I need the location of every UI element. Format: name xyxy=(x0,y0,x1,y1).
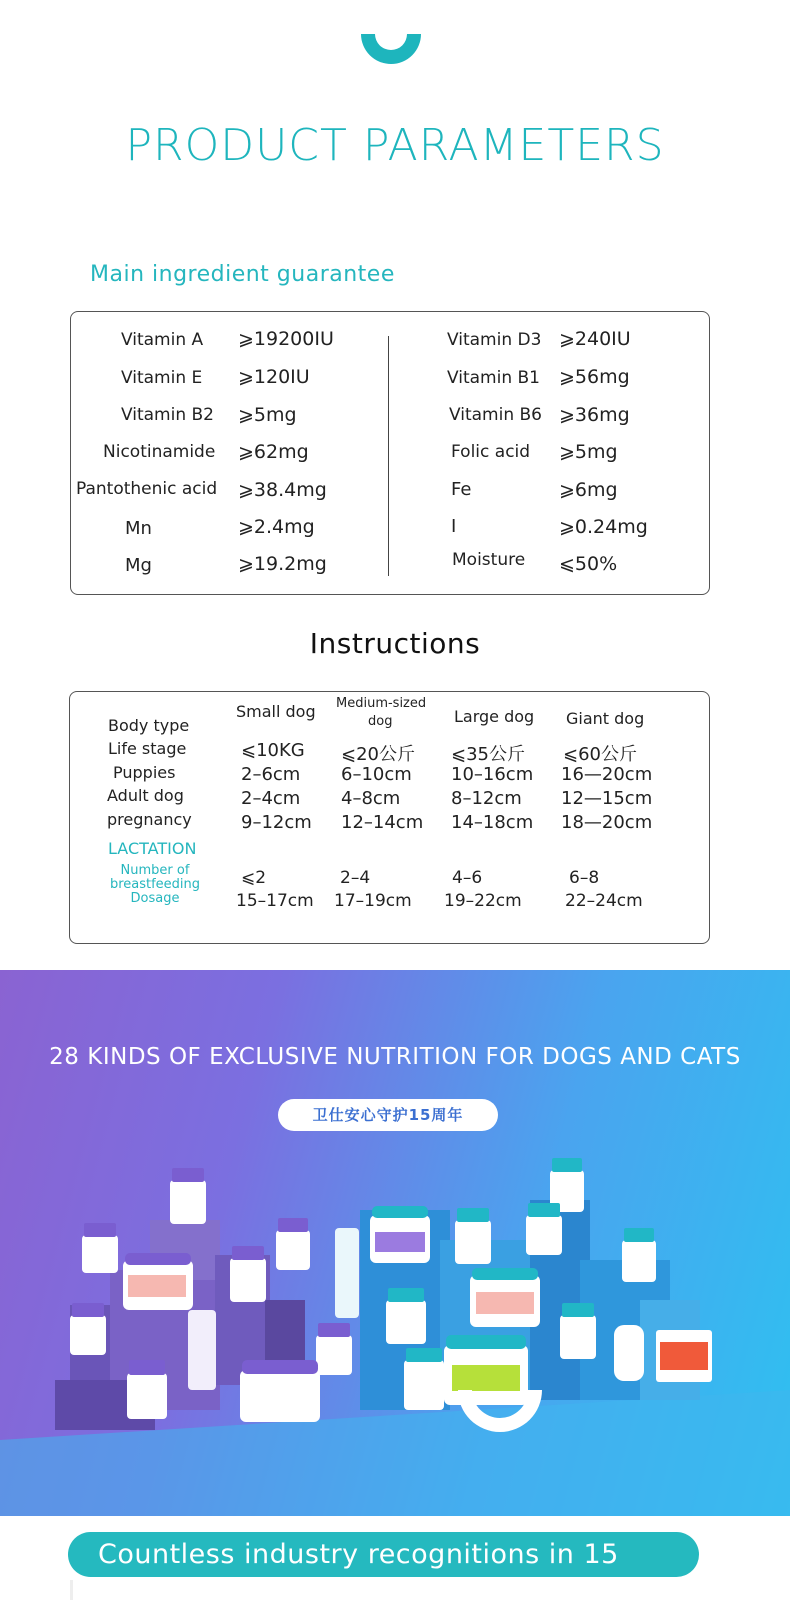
table-cell: 2–6cm xyxy=(241,764,301,785)
table-cell: 16—20cm xyxy=(561,764,653,785)
table-cell: 8–12cm xyxy=(451,788,522,809)
table-cell: 2–4cm xyxy=(241,788,301,809)
ingredient-name: Mg xyxy=(125,555,152,576)
ingredient-name: Vitamin B1 xyxy=(447,368,541,388)
ingredient-name: Fe xyxy=(451,479,472,500)
table-cell: 2–4 xyxy=(340,868,371,888)
ingredient-value: ⩾36mg xyxy=(559,404,630,426)
table-cell: ⩽2 xyxy=(241,868,267,888)
table-cell: 9–12cm xyxy=(241,812,312,833)
ingredient-value: ⩾19200IU xyxy=(238,328,334,350)
label-line: breastfeeding xyxy=(109,877,201,892)
ingredient-name: I xyxy=(451,516,457,537)
table-cell: 14–18cm xyxy=(451,812,534,833)
ingredient-name: Pantothenic acid xyxy=(76,479,218,499)
ingredient-value: ⩾5mg xyxy=(559,441,618,463)
column-divider xyxy=(388,336,389,576)
row-label: Puppies xyxy=(113,763,176,782)
label-line: Dosage xyxy=(130,891,180,906)
ingredient-name: Folic acid xyxy=(451,442,531,462)
row-label: pregnancy xyxy=(107,810,192,829)
ingredient-value: ⩾0.24mg xyxy=(559,516,648,538)
row-label: Adult dog xyxy=(107,786,184,805)
row-label: Body type xyxy=(108,716,190,735)
table-cell: ⩽20公斤 xyxy=(341,744,415,765)
instructions-table xyxy=(69,691,710,944)
section-subtitle: Main ingredient guarantee xyxy=(90,262,395,287)
ingredient-value: ⩾120IU xyxy=(238,366,310,388)
ingredient-value: ⩾56mg xyxy=(559,366,630,388)
ingredient-value: ⩽50% xyxy=(559,553,618,575)
table-cell: 6–8 xyxy=(569,868,600,888)
brand-arc-icon xyxy=(357,0,425,68)
instructions-title: Instructions xyxy=(309,627,481,660)
ingredient-value: ⩾62mg xyxy=(238,441,309,463)
column-header: Medium-sized xyxy=(336,696,427,711)
row-label: Life stage xyxy=(108,739,187,758)
table-cell: ⩽10KG xyxy=(241,740,305,761)
anniversary-badge: 卫仕安心守护15周年 xyxy=(278,1099,498,1131)
page-title: PRODUCT PARAMETERS xyxy=(125,120,665,171)
ingredient-value: ⩾5mg xyxy=(238,404,297,426)
ingredient-value: ⩾2.4mg xyxy=(238,516,315,538)
table-cell: 6–10cm xyxy=(341,764,412,785)
table-cell: 4–8cm xyxy=(341,788,401,809)
ingredient-value: ⩾240IU xyxy=(559,328,631,350)
ingredient-name: Vitamin E xyxy=(121,368,203,388)
lactation-label: LACTATION xyxy=(108,839,197,858)
breastfeeding-label xyxy=(100,864,210,906)
ingredient-name: Mn xyxy=(125,518,152,539)
table-cell: 15–17cm xyxy=(236,891,314,911)
recognition-banner: Countless industry recognitions in 15 years xyxy=(68,1532,699,1577)
ingredient-value: ⩾19.2mg xyxy=(238,553,327,575)
table-cell: 19–22cm xyxy=(444,891,522,911)
ingredient-name: Nicotinamide xyxy=(103,442,216,462)
table-cell: 18—20cm xyxy=(561,812,653,833)
table-cell: ⩽60公斤 xyxy=(563,744,637,765)
ingredient-value: ⩾38.4mg xyxy=(238,479,327,501)
label-line: Number of xyxy=(120,863,190,878)
table-cell: ⩽35公斤 xyxy=(451,744,525,765)
column-header: Giant dog xyxy=(566,709,645,728)
table-cell: 10–16cm xyxy=(451,764,534,785)
column-header: Small dog xyxy=(236,702,316,721)
promo-banner xyxy=(0,970,790,1516)
column-header: dog xyxy=(368,714,393,729)
ingredient-name: Vitamin B2 xyxy=(121,405,215,425)
ingredient-name: Vitamin D3 xyxy=(447,330,542,350)
table-cell: 4–6 xyxy=(452,868,483,888)
promo-title: 28 KINDS OF EXCLUSIVE NUTRITION FOR DOGS AND CATS xyxy=(49,1044,741,1070)
ingredients-table xyxy=(70,311,710,595)
table-cell: 12—15cm xyxy=(561,788,653,809)
table-cell: 12–14cm xyxy=(341,812,424,833)
table-cell: 22–24cm xyxy=(565,891,643,911)
table-cell: 17–19cm xyxy=(334,891,412,911)
ingredient-name: Moisture xyxy=(452,550,526,570)
ingredient-name: Vitamin A xyxy=(121,330,204,350)
ingredient-name: Vitamin B6 xyxy=(449,405,543,425)
ingredient-value: ⩾6mg xyxy=(559,479,618,501)
column-header: Large dog xyxy=(454,707,535,726)
decorative-rule xyxy=(70,1580,73,1600)
